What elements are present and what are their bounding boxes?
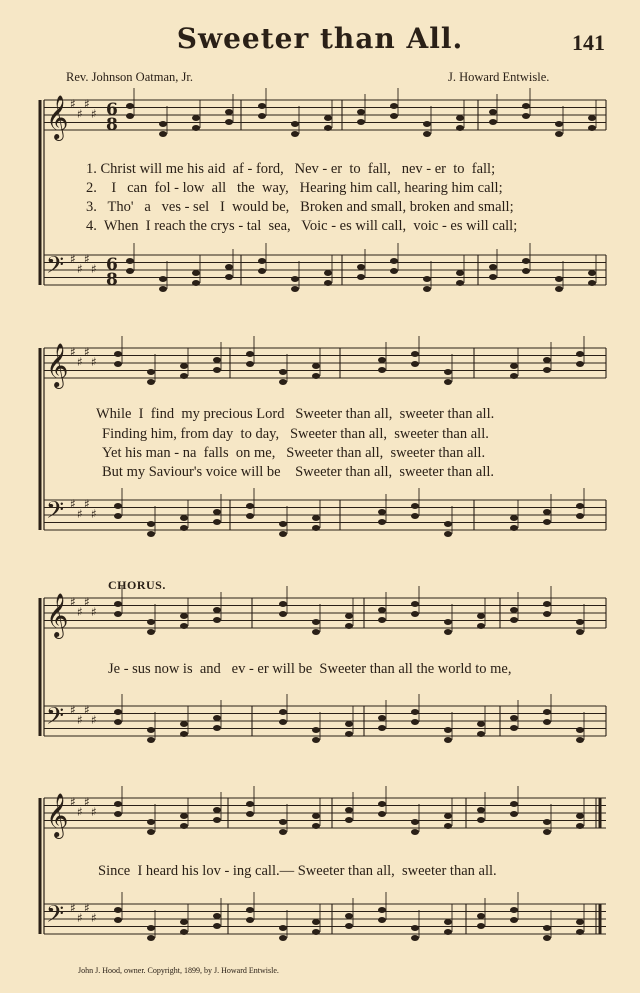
- note-head: [180, 929, 188, 935]
- note-head: [291, 121, 299, 127]
- note-head: [444, 823, 452, 829]
- note-head: [477, 623, 485, 629]
- note-head: [456, 125, 464, 131]
- note-head: [324, 270, 332, 276]
- note-head: [180, 919, 188, 925]
- note-head: [411, 601, 419, 607]
- note-head: [489, 274, 497, 280]
- note-head: [378, 367, 386, 373]
- note-head: [588, 125, 596, 131]
- note-head: [510, 515, 518, 521]
- treble-clef-icon: 𝄞: [46, 793, 69, 837]
- note-head: [444, 629, 452, 635]
- note-head: [444, 737, 452, 743]
- hymn-title: Sweeter than All.: [176, 22, 464, 55]
- note-head: [411, 829, 419, 835]
- note-head: [477, 913, 485, 919]
- note-head: [258, 268, 266, 274]
- treble-clef-icon: 𝄞: [46, 593, 69, 637]
- verse-line-4: 4. When I reach the crys - tal sea, Voic - es will call, voic - es will call;: [86, 218, 518, 234]
- sharp-icon: ♯: [70, 795, 76, 809]
- note-head: [279, 709, 287, 715]
- note-head: [543, 829, 551, 835]
- sharp-icon: ♯: [91, 605, 97, 619]
- chorus-lyric-1: Je - sus now is and ev - er will be Sweeter than all the world to me,: [108, 661, 512, 677]
- sharp-icon: ♯: [77, 355, 83, 369]
- sharp-icon: ♯: [84, 703, 90, 717]
- note-head: [357, 264, 365, 270]
- note-head: [345, 913, 353, 919]
- note-head: [444, 379, 452, 385]
- note-head: [588, 115, 596, 121]
- note-head: [312, 737, 320, 743]
- note-head: [555, 131, 563, 137]
- note-head: [246, 513, 254, 519]
- note-head: [225, 274, 233, 280]
- note-head: [378, 715, 386, 721]
- time-signature-top: 6: [106, 255, 118, 275]
- note-head: [576, 737, 584, 743]
- note-head: [543, 819, 551, 825]
- note-head: [147, 521, 155, 527]
- note-head: [324, 125, 332, 131]
- note-head: [291, 286, 299, 292]
- note-head: [444, 619, 452, 625]
- note-head: [522, 113, 530, 119]
- note-head: [180, 813, 188, 819]
- note-head: [411, 611, 419, 617]
- sharp-icon: ♯: [84, 595, 90, 609]
- note-head: [126, 103, 134, 109]
- note-head: [477, 613, 485, 619]
- note-head: [390, 268, 398, 274]
- note-head: [510, 801, 518, 807]
- note-head: [477, 923, 485, 929]
- note-head: [444, 531, 452, 537]
- note-head: [411, 361, 419, 367]
- note-head: [114, 601, 122, 607]
- note-head: [576, 813, 584, 819]
- sharp-icon: ♯: [91, 805, 97, 819]
- note-head: [213, 725, 221, 731]
- note-head: [147, 727, 155, 733]
- note-head: [543, 935, 551, 941]
- note-head: [357, 119, 365, 125]
- note-head: [543, 719, 551, 725]
- note-head: [159, 286, 167, 292]
- note-head: [576, 823, 584, 829]
- note-head: [543, 925, 551, 931]
- sharp-icon: ♯: [91, 713, 97, 727]
- note-head: [411, 513, 419, 519]
- note-head: [576, 919, 584, 925]
- note-head: [126, 258, 134, 264]
- note-head: [246, 801, 254, 807]
- note-head: [411, 503, 419, 509]
- note-head: [423, 286, 431, 292]
- note-head: [279, 611, 287, 617]
- note-head: [180, 373, 188, 379]
- note-head: [213, 519, 221, 525]
- note-head: [279, 379, 287, 385]
- note-head: [114, 513, 122, 519]
- note-head: [258, 258, 266, 264]
- copyright-note: John J. Hood, owner. Copyright, 1899, by J. Howard Entwisle.: [78, 966, 279, 975]
- bass-clef-icon: 𝄢: [46, 496, 65, 529]
- note-head: [390, 258, 398, 264]
- note-head: [279, 935, 287, 941]
- note-head: [312, 919, 320, 925]
- note-head: [147, 619, 155, 625]
- note-head: [114, 719, 122, 725]
- note-head: [246, 361, 254, 367]
- note-head: [477, 731, 485, 737]
- note-head: [279, 531, 287, 537]
- note-head: [510, 907, 518, 913]
- bass-clef-icon: 𝄢: [46, 900, 65, 933]
- time-signature-top: 6: [106, 100, 118, 120]
- verse-line-8: But my Saviour's voice will be Sweeter than all, sweeter than all.: [102, 464, 495, 480]
- note-head: [345, 731, 353, 737]
- note-head: [510, 917, 518, 923]
- author-credit: Rev. Johnson Oatman, Jr.: [66, 70, 193, 84]
- note-head: [576, 351, 584, 357]
- note-head: [213, 913, 221, 919]
- note-head: [510, 363, 518, 369]
- note-head: [378, 907, 386, 913]
- note-head: [444, 919, 452, 925]
- note-head: [225, 109, 233, 115]
- verse-line-5: While I find my precious Lord Sweeter than all, sweeter than all.: [96, 406, 495, 422]
- note-head: [411, 719, 419, 725]
- note-head: [378, 607, 386, 613]
- note-head: [246, 503, 254, 509]
- note-head: [357, 274, 365, 280]
- note-head: [576, 619, 584, 625]
- note-head: [279, 601, 287, 607]
- note-head: [510, 811, 518, 817]
- note-head: [246, 351, 254, 357]
- note-head: [444, 727, 452, 733]
- note-head: [543, 519, 551, 525]
- note-head: [510, 607, 518, 613]
- note-head: [378, 509, 386, 515]
- note-head: [411, 935, 419, 941]
- note-head: [312, 515, 320, 521]
- note-head: [489, 109, 497, 115]
- note-head: [114, 811, 122, 817]
- note-head: [378, 617, 386, 623]
- note-head: [324, 280, 332, 286]
- note-head: [423, 121, 431, 127]
- note-head: [312, 823, 320, 829]
- note-head: [477, 721, 485, 727]
- note-head: [312, 813, 320, 819]
- sharp-icon: ♯: [77, 262, 83, 276]
- note-head: [213, 367, 221, 373]
- note-head: [147, 829, 155, 835]
- verse-line-2: 2. I can fol - low all the way, Hearing him call, hearing him call;: [86, 180, 503, 196]
- note-head: [576, 727, 584, 733]
- note-head: [246, 811, 254, 817]
- sharp-icon: ♯: [70, 252, 76, 266]
- note-head: [588, 280, 596, 286]
- note-head: [378, 917, 386, 923]
- note-head: [555, 276, 563, 282]
- note-head: [411, 709, 419, 715]
- sharp-icon: ♯: [70, 595, 76, 609]
- note-head: [126, 268, 134, 274]
- sharp-icon: ♯: [70, 901, 76, 915]
- note-head: [147, 935, 155, 941]
- sharp-icon: ♯: [91, 107, 97, 121]
- note-head: [246, 917, 254, 923]
- note-head: [345, 807, 353, 813]
- note-head: [213, 807, 221, 813]
- note-head: [588, 270, 596, 276]
- note-head: [147, 925, 155, 931]
- sharp-icon: ♯: [70, 345, 76, 359]
- bass-clef-icon: 𝄢: [46, 251, 65, 284]
- note-head: [576, 629, 584, 635]
- note-head: [345, 623, 353, 629]
- note-head: [213, 817, 221, 823]
- note-head: [225, 264, 233, 270]
- note-head: [114, 917, 122, 923]
- note-head: [411, 925, 419, 931]
- time-signature-bottom: 8: [106, 115, 118, 135]
- note-head: [423, 276, 431, 282]
- note-head: [390, 113, 398, 119]
- note-head: [489, 264, 497, 270]
- sharp-icon: ♯: [77, 713, 83, 727]
- note-head: [522, 258, 530, 264]
- note-head: [312, 727, 320, 733]
- note-head: [456, 280, 464, 286]
- note-head: [345, 613, 353, 619]
- treble-clef-icon: 𝄞: [46, 95, 69, 139]
- note-head: [279, 719, 287, 725]
- note-head: [279, 829, 287, 835]
- note-head: [543, 367, 551, 373]
- note-head: [114, 709, 122, 715]
- note-head: [543, 709, 551, 715]
- note-head: [213, 357, 221, 363]
- note-head: [213, 607, 221, 613]
- note-head: [423, 131, 431, 137]
- sharp-icon: ♯: [91, 355, 97, 369]
- sharp-icon: ♯: [91, 911, 97, 925]
- note-head: [213, 715, 221, 721]
- sharp-icon: ♯: [77, 805, 83, 819]
- note-head: [312, 629, 320, 635]
- note-head: [147, 379, 155, 385]
- note-head: [543, 357, 551, 363]
- note-head: [180, 623, 188, 629]
- note-head: [180, 525, 188, 531]
- note-head: [279, 521, 287, 527]
- note-head: [291, 131, 299, 137]
- note-head: [456, 115, 464, 121]
- verse-line-3: 3. Tho' a ves - sel I would be, Broken and small, broken and small;: [86, 199, 514, 215]
- note-head: [312, 525, 320, 531]
- note-head: [345, 817, 353, 823]
- sharp-icon: ♯: [84, 901, 90, 915]
- treble-clef-icon: 𝄞: [46, 343, 69, 387]
- note-head: [180, 823, 188, 829]
- note-head: [159, 131, 167, 137]
- note-head: [180, 721, 188, 727]
- note-head: [489, 119, 497, 125]
- bass-clef-icon: 𝄢: [46, 702, 65, 735]
- note-head: [324, 115, 332, 121]
- note-head: [147, 531, 155, 537]
- sharp-icon: ♯: [91, 262, 97, 276]
- sharp-icon: ♯: [91, 507, 97, 521]
- note-head: [180, 363, 188, 369]
- verse-line-6: Finding him, from day to day, Sweeter than all, sweeter than all.: [102, 426, 489, 442]
- note-head: [246, 907, 254, 913]
- note-head: [159, 276, 167, 282]
- verse-line-1: 1. Christ will me his aid af - ford, Nev - er to fall, nev - er to fall;: [86, 161, 496, 177]
- note-head: [213, 509, 221, 515]
- note-head: [543, 601, 551, 607]
- note-head: [258, 103, 266, 109]
- note-head: [147, 629, 155, 635]
- note-head: [345, 721, 353, 727]
- note-head: [213, 617, 221, 623]
- note-head: [291, 276, 299, 282]
- verse-line-7: Yet his man - na falls on me, Sweeter than all, sweeter than all.: [102, 445, 486, 461]
- note-head: [180, 613, 188, 619]
- composer-credit: J. Howard Entwisle.: [448, 70, 550, 84]
- sharp-icon: ♯: [70, 97, 76, 111]
- note-head: [510, 617, 518, 623]
- note-head: [576, 513, 584, 519]
- note-head: [192, 280, 200, 286]
- time-signature-bottom: 8: [106, 270, 118, 290]
- note-head: [114, 611, 122, 617]
- note-head: [312, 373, 320, 379]
- note-head: [411, 351, 419, 357]
- sharp-icon: ♯: [84, 97, 90, 111]
- note-head: [114, 801, 122, 807]
- note-head: [279, 369, 287, 375]
- note-head: [345, 923, 353, 929]
- note-head: [444, 813, 452, 819]
- note-head: [312, 619, 320, 625]
- note-head: [279, 819, 287, 825]
- note-head: [510, 725, 518, 731]
- note-head: [543, 611, 551, 617]
- note-head: [126, 113, 134, 119]
- sharp-icon: ♯: [77, 911, 83, 925]
- sharp-icon: ♯: [84, 497, 90, 511]
- note-head: [114, 351, 122, 357]
- note-head: [510, 373, 518, 379]
- sharp-icon: ♯: [84, 795, 90, 809]
- note-head: [477, 817, 485, 823]
- sharp-icon: ♯: [77, 507, 83, 521]
- note-head: [411, 819, 419, 825]
- note-head: [390, 103, 398, 109]
- note-head: [192, 270, 200, 276]
- note-head: [225, 119, 233, 125]
- sharp-icon: ♯: [77, 107, 83, 121]
- note-head: [114, 361, 122, 367]
- note-head: [192, 115, 200, 121]
- note-head: [147, 737, 155, 743]
- note-head: [312, 363, 320, 369]
- note-head: [192, 125, 200, 131]
- note-head: [444, 521, 452, 527]
- note-head: [456, 270, 464, 276]
- sharp-icon: ♯: [70, 497, 76, 511]
- sharp-icon: ♯: [77, 605, 83, 619]
- page-number: 141: [572, 30, 605, 55]
- note-head: [543, 509, 551, 515]
- note-head: [159, 121, 167, 127]
- note-head: [258, 113, 266, 119]
- note-head: [522, 268, 530, 274]
- sharp-icon: ♯: [70, 703, 76, 717]
- note-head: [378, 357, 386, 363]
- sharp-icon: ♯: [84, 345, 90, 359]
- note-head: [555, 121, 563, 127]
- note-head: [522, 103, 530, 109]
- note-head: [576, 503, 584, 509]
- note-head: [312, 929, 320, 935]
- note-head: [477, 807, 485, 813]
- chorus-lyric-2: Since I heard his lov - ing call.— Sweeter than all, sweeter than all.: [98, 863, 497, 879]
- note-head: [279, 925, 287, 931]
- note-head: [510, 715, 518, 721]
- note-head: [213, 923, 221, 929]
- note-head: [357, 109, 365, 115]
- note-head: [147, 369, 155, 375]
- note-head: [576, 361, 584, 367]
- note-head: [378, 811, 386, 817]
- note-head: [555, 286, 563, 292]
- note-head: [180, 731, 188, 737]
- note-head: [180, 515, 188, 521]
- note-head: [510, 525, 518, 531]
- note-head: [378, 801, 386, 807]
- chorus-label: CHORUS.: [108, 578, 166, 592]
- note-head: [114, 907, 122, 913]
- note-head: [576, 929, 584, 935]
- note-head: [114, 503, 122, 509]
- note-head: [378, 725, 386, 731]
- note-head: [147, 819, 155, 825]
- note-head: [444, 929, 452, 935]
- sharp-icon: ♯: [84, 252, 90, 266]
- note-head: [378, 519, 386, 525]
- note-head: [444, 369, 452, 375]
